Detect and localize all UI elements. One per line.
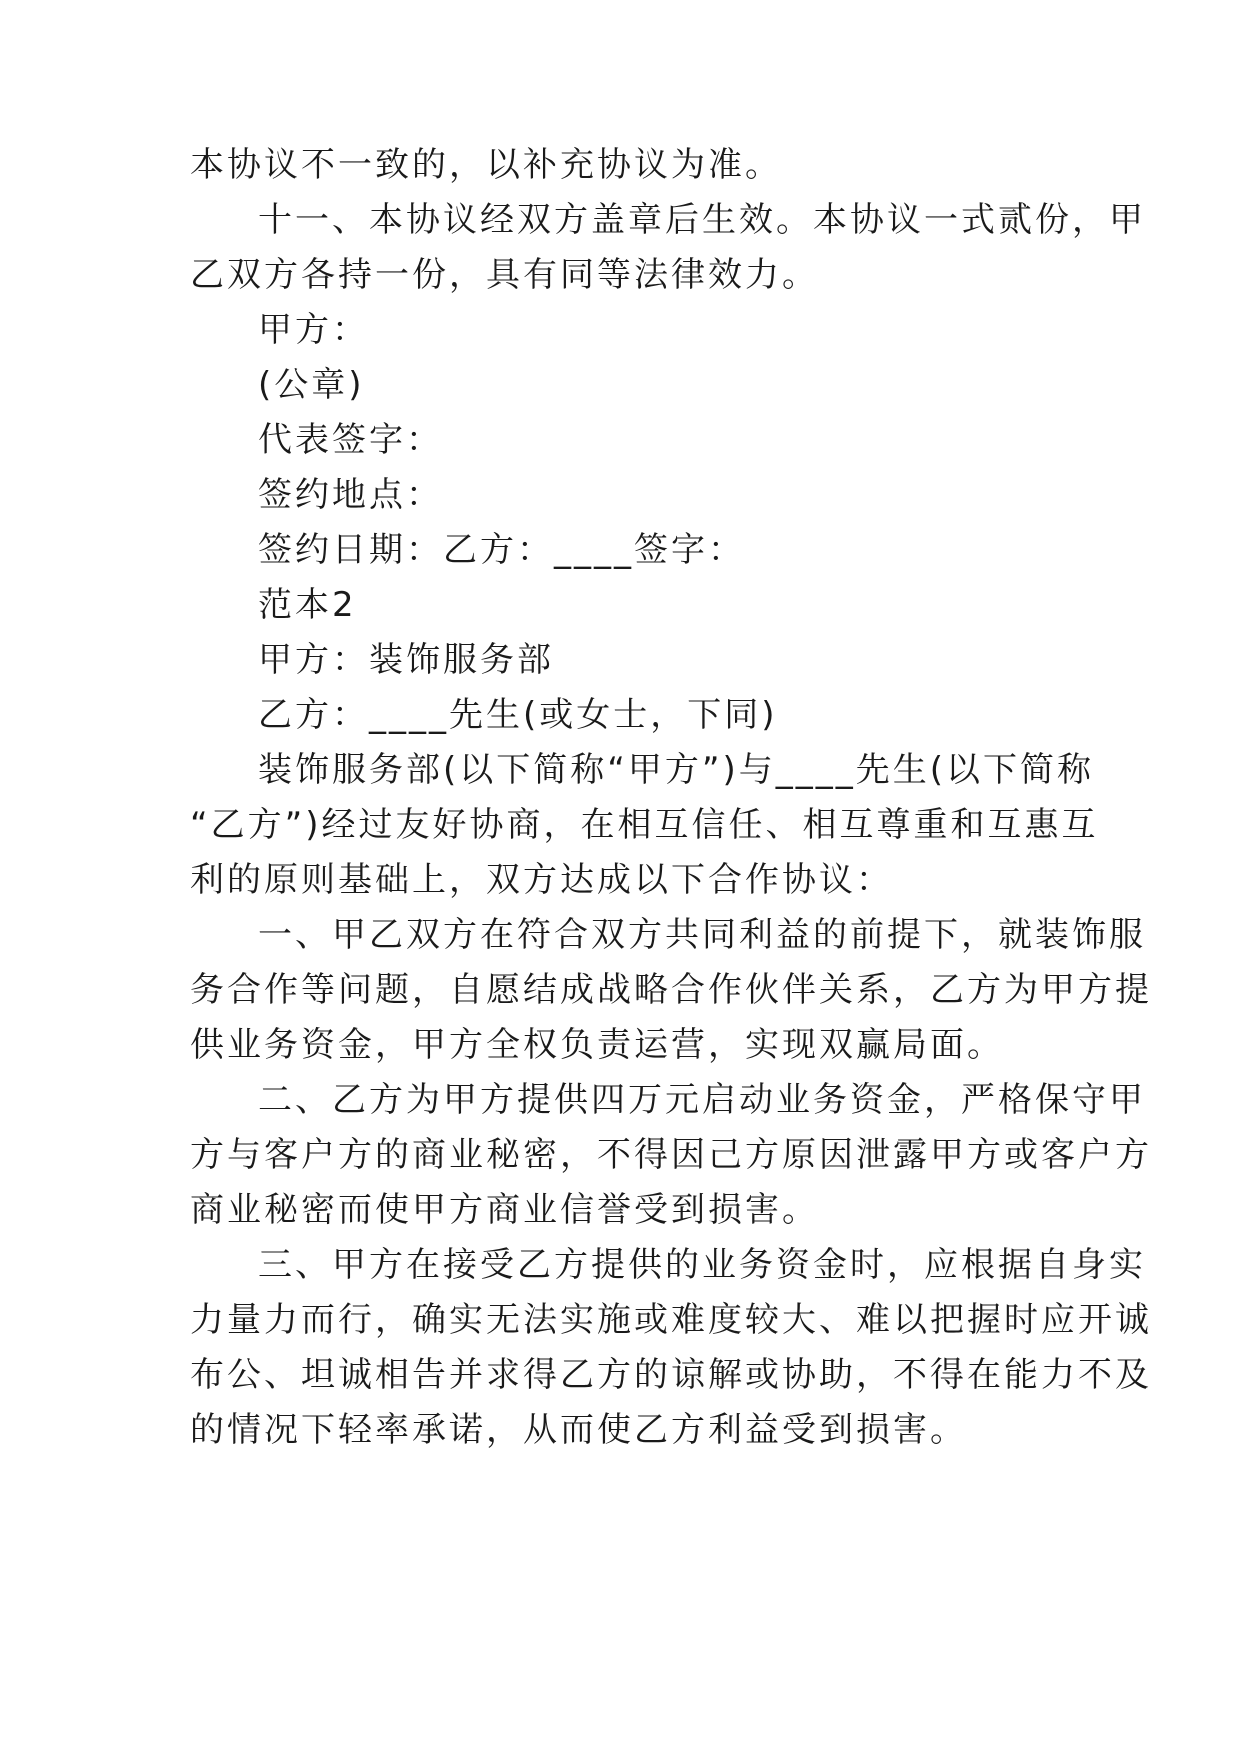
text-line: 乙方：____先生(或女士，下同) [258, 695, 778, 735]
text-line: 签约日期：乙方：____签字： [258, 530, 745, 570]
text-line: 二、乙方为甲方提供四万元启动业务资金，严格保守甲 [258, 1080, 1146, 1120]
text-line: 十一、本协议经双方盖章后生效。本协议一式贰份，甲 [258, 200, 1146, 240]
text-line: 方与客户方的商业秘密，不得因己方原因泄露甲方或客户方 [190, 1135, 1152, 1175]
text-line: 商业秘密而使甲方商业信誉受到损害。 [190, 1190, 819, 1230]
text-line: 甲方： [258, 310, 369, 350]
text-line: 布公、坦诚相告并求得乙方的谅解或协助，不得在能力不及 [190, 1355, 1152, 1395]
text-line: 一、甲乙双方在符合双方共同利益的前提下，就装饰服 [258, 915, 1146, 955]
text-line: 务合作等问题，自愿结成战略合作伙伴关系，乙方为甲方提 [190, 970, 1152, 1010]
text-line: 范本2 [258, 585, 357, 625]
text-line: “乙方”)经过友好协商，在相互信任、相互尊重和互惠互 [190, 805, 1099, 845]
text-line: 的情况下轻率承诺，从而使乙方利益受到损害。 [190, 1410, 967, 1450]
text-line: 力量力而行，确实无法实施或难度较大、难以把握时应开诚 [190, 1300, 1152, 1340]
text-line: 乙双方各持一份，具有同等法律效力。 [190, 255, 819, 295]
text-line: 代表签字： [258, 420, 443, 460]
text-line: 甲方：装饰服务部 [258, 640, 554, 680]
text-line: 本协议不一致的，以补充协议为准。 [190, 145, 782, 185]
text-line: 签约地点： [258, 475, 443, 515]
text-line: (公章) [258, 365, 365, 405]
text-line: 装饰服务部(以下简称“甲方”)与____先生(以下简称 [258, 750, 1095, 790]
text-line: 供业务资金，甲方全权负责运营，实现双赢局面。 [190, 1025, 1004, 1065]
text-line: 利的原则基础上，双方达成以下合作协议： [190, 860, 893, 900]
text-line: 三、甲方在接受乙方提供的业务资金时，应根据自身实 [258, 1245, 1146, 1285]
